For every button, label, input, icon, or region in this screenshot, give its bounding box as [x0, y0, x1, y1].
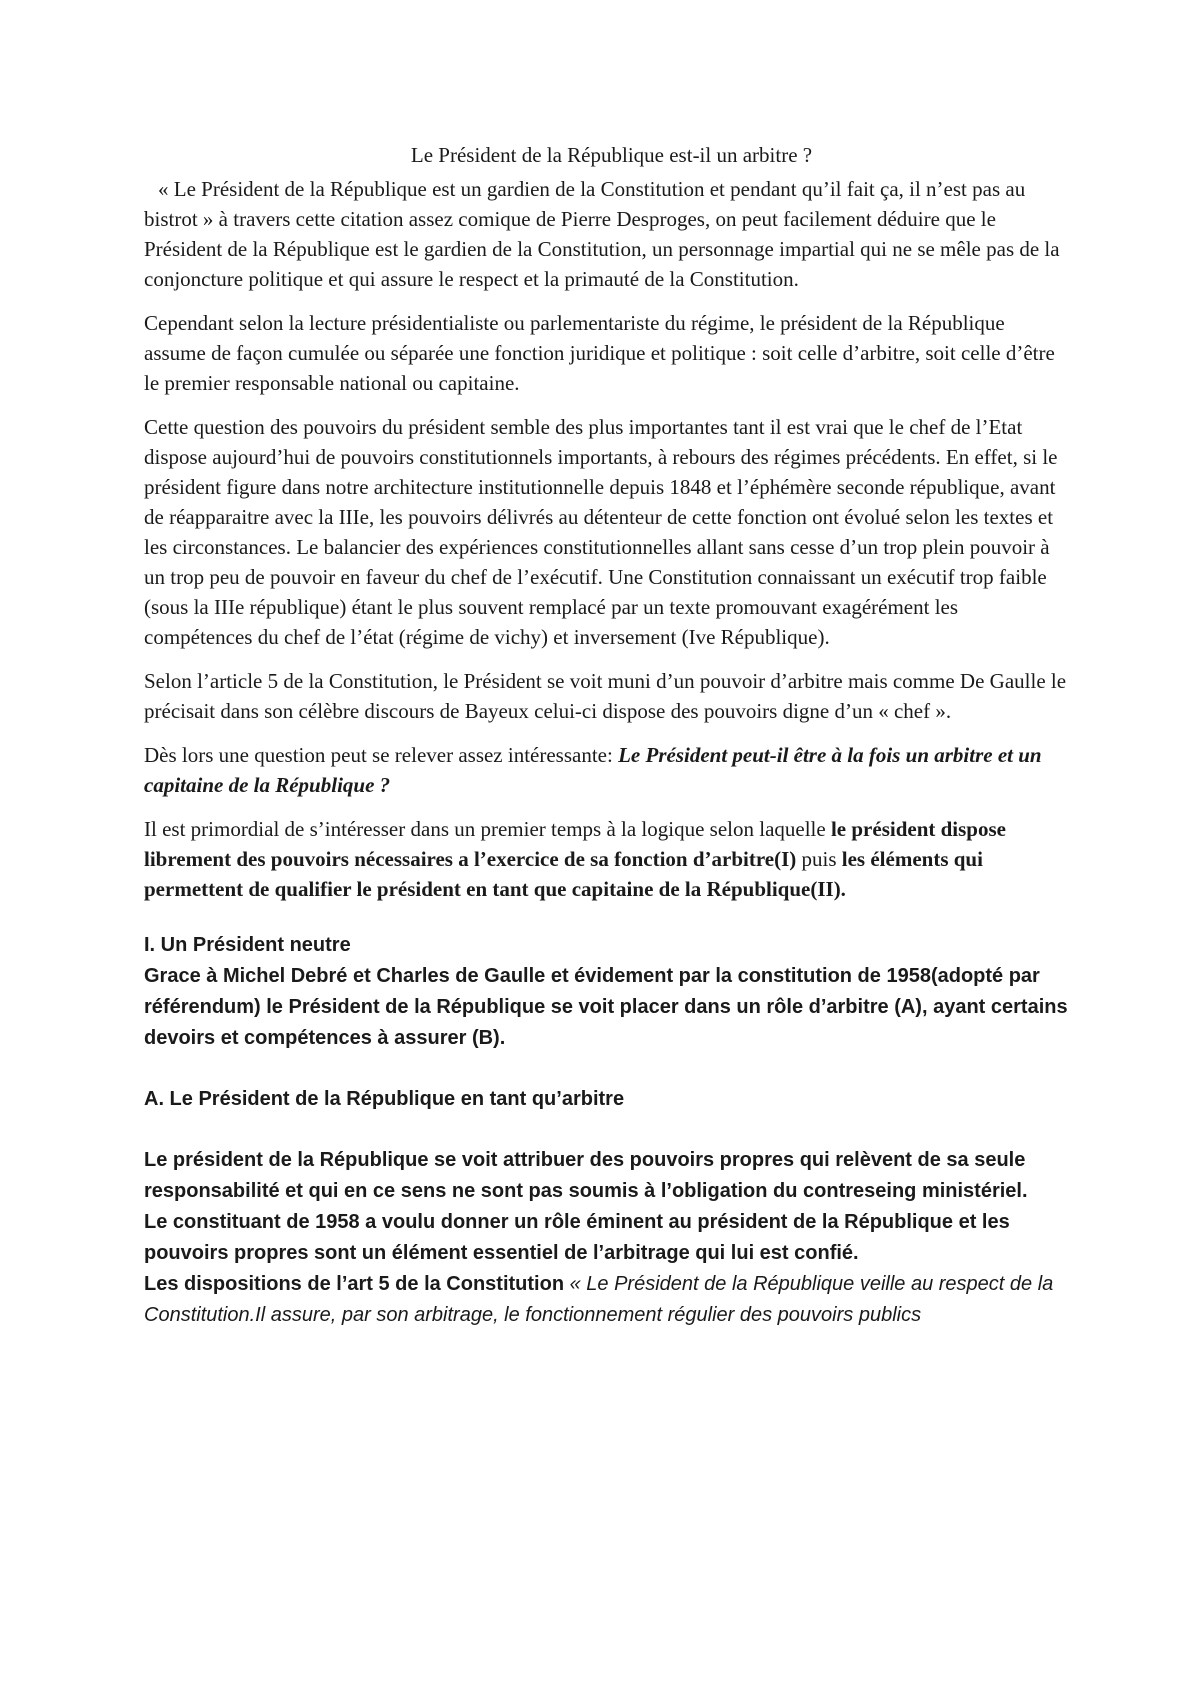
paragraph-article-5: Selon l’article 5 de la Constitution, le Président se voit muni d’un pouvoir d’arbitre mais comme De Gaulle le précisait dans son célèbre discours de Bayeux celui-ci dispose des pouvoirs digne d’un « chef ». — [144, 669, 1067, 723]
plan-part-two: les éléments qui permettent de qualifier le président en tant que capitaine de la République(II). — [144, 847, 983, 901]
intro-paragraph: « Le Président de la République est un gardien de la Constitution et pendant qu’il fait ça, il n’est pas au bistrot » à travers cette citation assez comique de Pierre Desproges, on peut facilement déduire que le Président de la République est le gardien de la Constitution, un personnage impartial qui ne se mêle pas de la conjoncture politique et qui assure le respect et la primauté de la Constitution. — [144, 177, 1060, 291]
subsection-a-paragraph-1: Le président de la République se voit attribuer des pouvoirs propres qui relèvent de sa seule responsabilité et qui en ce sens ne sont pas soumis à l’obligation du contreseing ministériel. — [144, 1149, 1028, 1202]
problematic-question: Le Président peut-il être à la fois un arbitre et un capitaine de la République ? — [144, 743, 1042, 797]
plan-connector: puis — [796, 847, 842, 871]
paragraph-plan — [144, 814, 1069, 904]
document-page — [144, 140, 1069, 1331]
plan-part-one: le président dispose librement des pouvoirs nécessaires a l’exercice de sa fonction d’arbitre(I) — [144, 817, 1006, 871]
paragraph-reading: Cependant selon la lecture présidentialiste ou parlementariste du régime, le président de la République assume de façon cumulée ou séparée une fonction juridique et politique : soit celle d’arbitre, soit celle d’être le premier responsable national ou capitaine. — [144, 311, 1055, 395]
paragraph-history: Cette question des pouvoirs du président semble des plus importantes tant il est vrai que le chef de l’Etat dispose aujourd’hui de pouvoirs constitutionnels importants, à rebours des régimes précédents. En effet, si le président figure dans notre architecture institutionnelle depuis 1848 et l’éphémère seconde république, avant de réapparaitre avec la IIIe, les pouvoirs délivrés au détenteur de cette fonction ont évolué selon les textes et les circonstances. Le balancier des expériences constitutionnelles allant sans cesse d’un trop plein pouvoir à un trop peu de pouvoir en faveur du chef de l’exécutif. Une Constitution connaissant un exécutif trop faible (sous la IIIe république) étant le plus souvent remplacé par un texte promouvant exagérément les compétences du chef de l’état (régime de vichy) et inversement (Ive République). — [144, 415, 1058, 649]
document-title: Le Président de la République est-il un arbitre ? — [410, 143, 813, 167]
plan-lead: Il est primordial de s’intéresser dans un premier temps à la logique selon laquelle — [144, 817, 831, 841]
subsection-a-paragraph-2: Le constituant de 1958 a voulu donner un rôle éminent au président de la République et les pouvoirs propres sont un élément essentiel de l’arbitrage qui lui est confié. — [144, 1211, 1010, 1264]
section-1-intro: Grace à Michel Debré et Charles de Gaulle et évidement par la constitution de 1958(adopté par référendum) le Président de la République se voit placer dans un rôle d’arbitre (A), ayant certains devoirs et compétences à assurer (B). — [144, 965, 1068, 1049]
subsection-a-title: A. Le Président de la République en tant qu’arbitre — [144, 1088, 625, 1110]
subsection-a-paragraph-3 — [144, 1269, 1069, 1331]
article-5-lead: Les dispositions de l’art 5 de la Constitution — [144, 1273, 570, 1295]
subsection-a-body — [144, 1145, 1069, 1331]
paragraph-problematic — [144, 740, 1069, 800]
problematic-lead: Dès lors une question peut se relever assez intéressante: — [144, 743, 619, 767]
article-5-quote: « Le Président de la République veille au respect de la Constitution.Il assure, par son arbitrage, le fonctionnement régulier des pouvoirs publics — [144, 1273, 1054, 1326]
section-1-title: I. Un Président neutre — [144, 934, 351, 956]
